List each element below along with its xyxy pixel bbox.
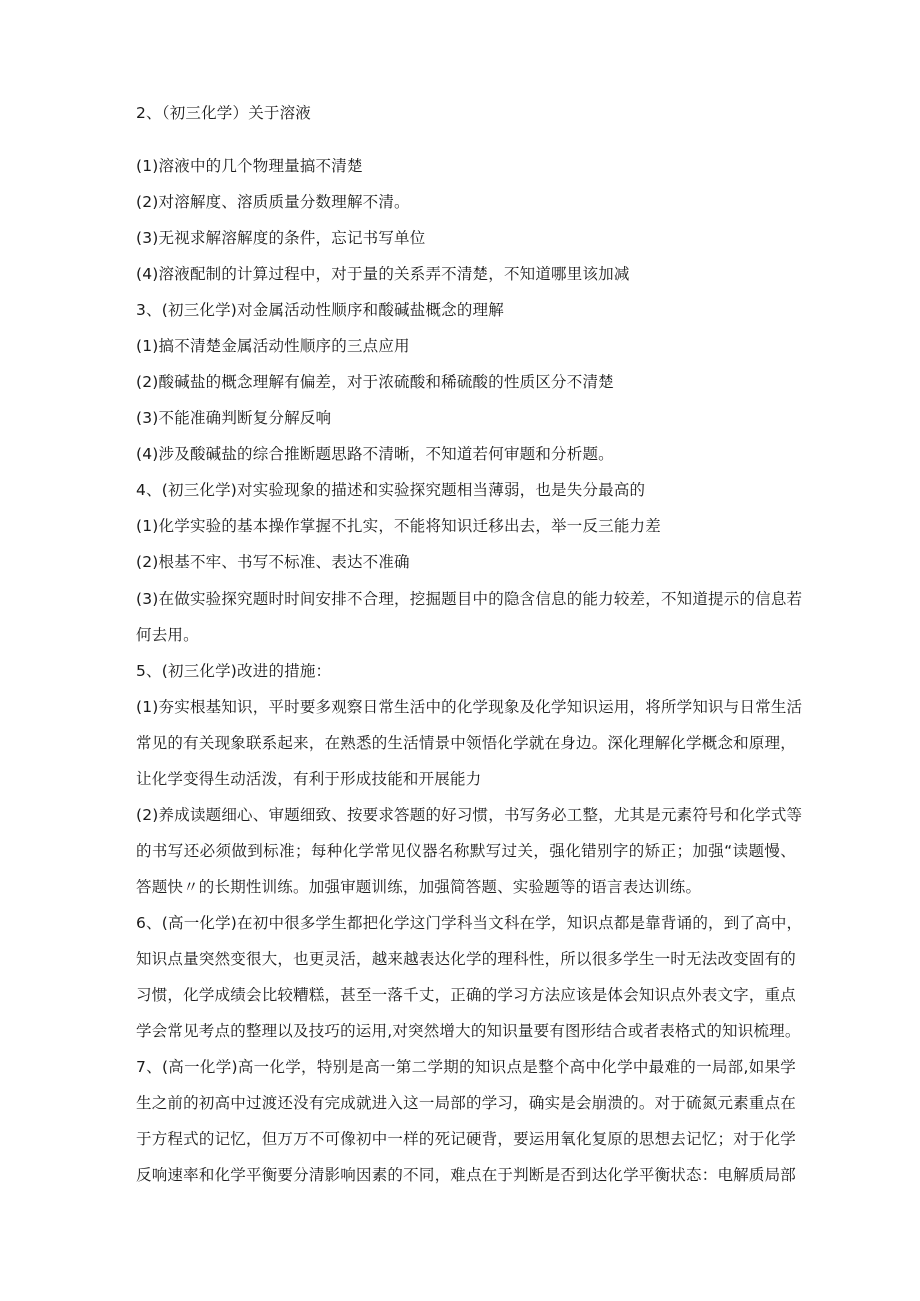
text-line: (1)溶液中的几个物理量搞不清楚 [136,157,363,175]
text-line: (4)涉及酸碱盐的综合推断题思路不清晰，不知道若何审题和分析题。 [136,445,614,463]
section-heading-5: 5、(初三化学)改进的措施： [136,662,332,680]
text-line: 知识点量突然变很大，也更灵活，越来越表达化学的理科性，所以很多学生一时无法改变固有的 [136,950,796,968]
text-line: 习惯，化学成绩会比较糟糕，甚至一落千丈，正确的学习方法应该是体会知识点外表文字，重点 [136,986,796,1004]
text-line: (1)搞不清楚金属活动性顺序的三点应用 [136,337,410,355]
text-line: 何去用。 [136,626,199,644]
text-line: 让化学变得生动活泼，有利于形成技能和开展能力 [136,770,482,788]
text-line: (4)溶液配制的计算过程中，对于量的关系弄不清楚，不知道哪里该加减 [136,265,630,283]
text-line: (2)对溶解度、溶质质量分数理解不清。 [136,193,410,211]
section-paragraph-6: 6、(高一化学)在初中很多学生都把化学这门学科当文科在学，知识点都是靠背诵的，到了高中， [136,914,803,932]
text-line: 反响速率和化学平衡要分清影响因素的不同，难点在于判断是否到达化学平衡状态：电解质局部 [136,1166,796,1184]
text-line: (3)无视求解溶解度的条件，忘记书写单位 [136,229,426,247]
text-line: 学会常见考点的整理以及技巧的运用,对突然增大的知识量要有图形结合或者表格式的知识梳理。 [136,1022,801,1040]
text-line: (2)根基不牢、书写不标准、表达不准确 [136,553,410,571]
section-paragraph-7: 7、(高一化学)高一化学，特别是高一第二学期的知识点是整个高中化学中最难的一局部,如果学 [136,1058,796,1076]
text-line: (1)夯实根基知识，平时要多观察日常生活中的化学现象及化学知识运用，将所学知识与日常生活 [136,698,803,716]
text-line: (1)化学实验的基本操作掌握不扎实，不能将知识迁移出去，举一反三能力差 [136,517,661,535]
text-line: (2)酸碱盐的概念理解有偏差，对于浓硫酸和稀硫酸的性质区分不清楚 [136,373,614,391]
text-line: (2)养成读题细心、审题细致、按要求答题的好习惯，书写务必工整，尤其是元素符号和化学式等 [136,806,803,824]
section-heading-3: 3、(初三化学)对金属活动性顺序和酸碱盐概念的理解 [136,301,504,319]
text-line: 生之前的初高中过渡还没有完成就进入这一局部的学习，确实是会崩溃的。对于硫氮元素重点在 [136,1094,796,1112]
text-line: 于方程式的记忆，但万万不可像初中一样的死记硬背，要运用氧化复原的思想去记忆；对于化学 [136,1130,796,1148]
section-heading-2: 2、（初三化学）关于溶液 [136,104,312,122]
text-line: (3)在做实验探究题时时间安排不合理，挖掘题目中的隐含信息的能力较差，不知道提示的信息若 [136,590,803,608]
text-line: 的书写还必须做到标准；每种化学常见仪器名称默写过关，强化错别字的矫正；加强“读题慢、 [136,842,796,860]
text-line: 答题快〃的长期性训练。加强审题训练，加强简答题、实验题等的语言表达训练。 [136,878,702,896]
section-heading-4: 4、(初三化学)对实验现象的描述和实验探究题相当薄弱，也是失分最高的 [136,481,646,499]
text-line: (3)不能准确判断复分解反响 [136,409,332,427]
text-line: 常见的有关现象联系起来，在熟悉的生活情景中领悟化学就在身边。深化理解化学概念和原理， [136,734,796,752]
